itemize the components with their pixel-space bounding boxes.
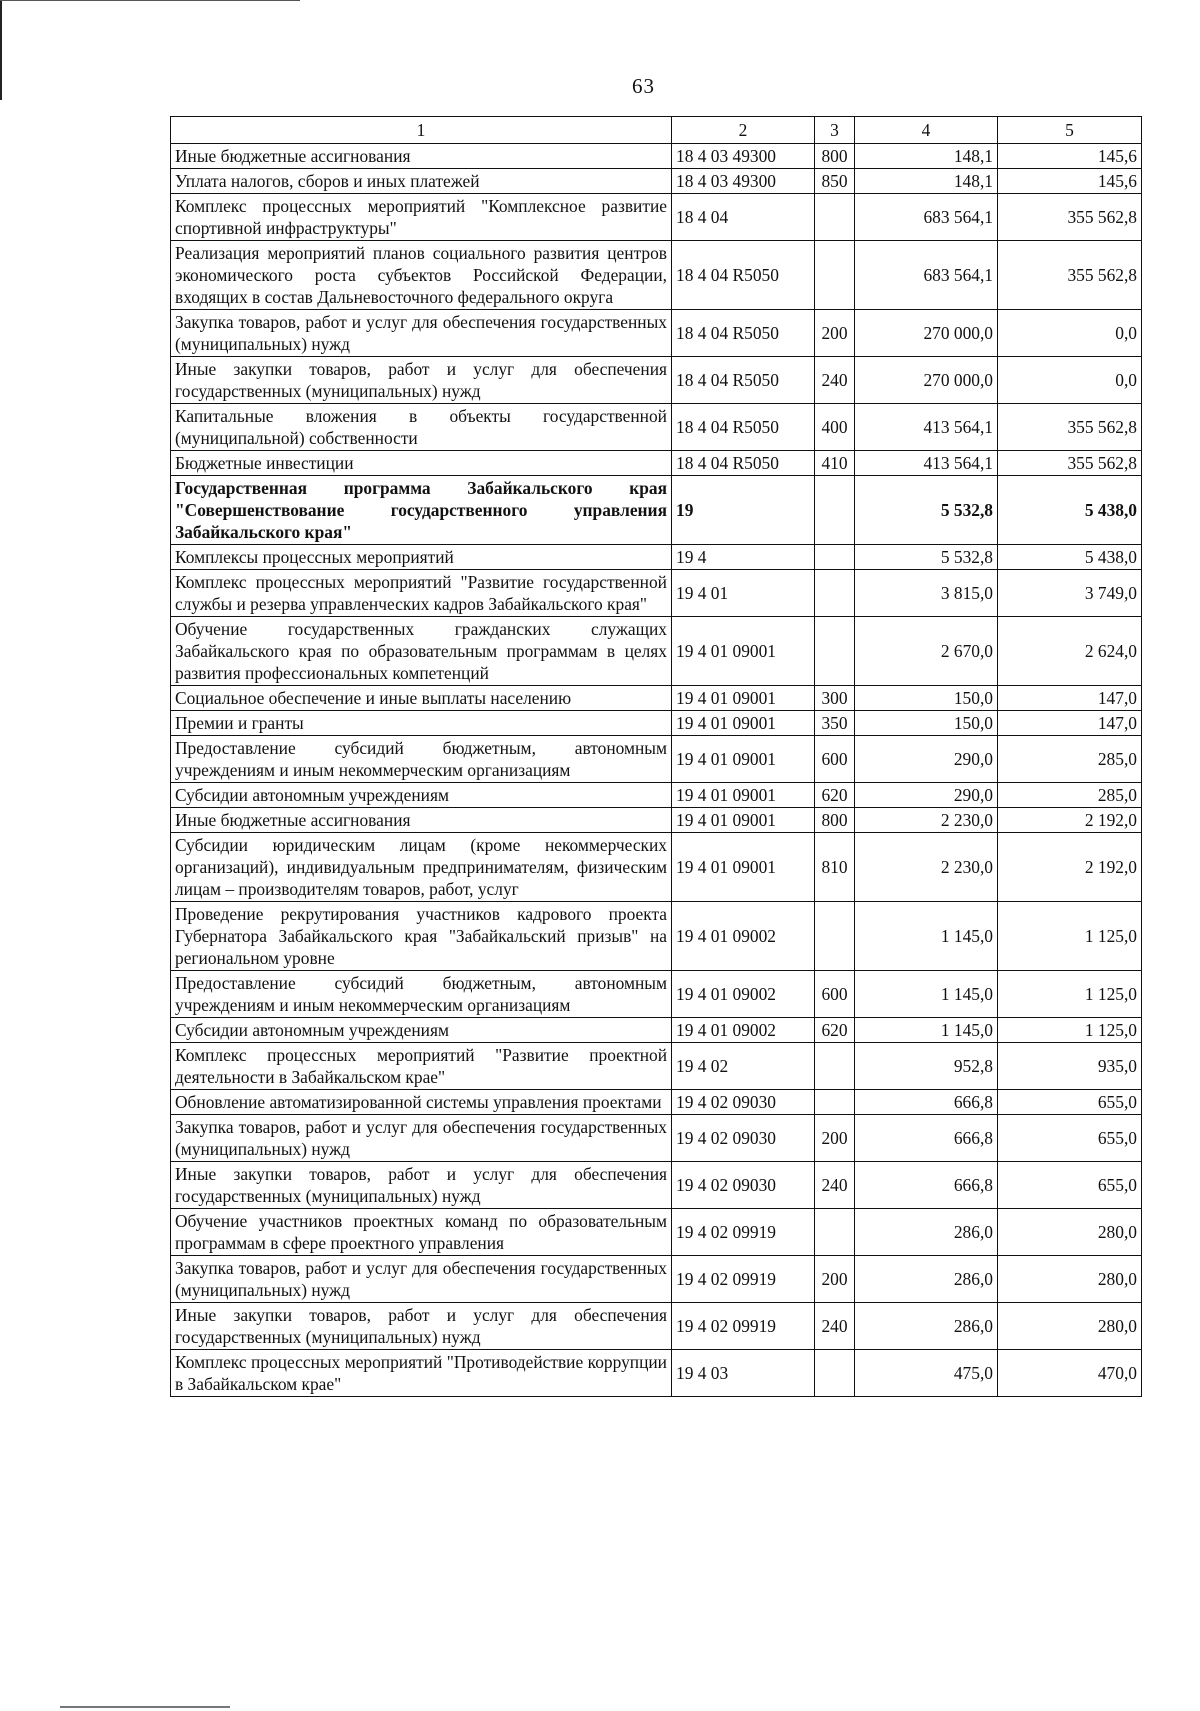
row-value-col5: 1 125,0 [998, 902, 1142, 971]
row-name: Закупка товаров, работ и услуг для обеспечения государственных (муниципальных) нужд [171, 310, 672, 357]
table-row [171, 1090, 1142, 1115]
header-col-5: 5 [998, 117, 1142, 144]
row-value-col5: 470,0 [998, 1350, 1142, 1397]
row-expense-type [815, 1043, 855, 1090]
table-row [171, 971, 1142, 1018]
header-col-3: 3 [815, 117, 855, 144]
row-value-col4: 2 230,0 [855, 833, 998, 902]
row-value-col5: 285,0 [998, 736, 1142, 783]
row-value-col5: 2 192,0 [998, 808, 1142, 833]
header-col-2: 2 [672, 117, 815, 144]
row-name: Иные бюджетные ассигнования [171, 808, 672, 833]
row-expense-type: 600 [815, 736, 855, 783]
row-code: 19 [672, 476, 815, 545]
row-value-col4: 683 564,1 [855, 241, 998, 310]
row-value-col4: 413 564,1 [855, 451, 998, 476]
row-expense-type: 850 [815, 169, 855, 194]
table-row [171, 1162, 1142, 1209]
table-row [171, 1043, 1142, 1090]
row-expense-type [815, 545, 855, 570]
table-row [171, 357, 1142, 404]
row-value-col5: 355 562,8 [998, 451, 1142, 476]
table-row [171, 570, 1142, 617]
row-expense-type: 620 [815, 783, 855, 808]
row-code: 18 4 04 R5050 [672, 310, 815, 357]
row-code: 19 4 03 [672, 1350, 815, 1397]
row-expense-type [815, 476, 855, 545]
row-value-col5: 280,0 [998, 1209, 1142, 1256]
row-code: 18 4 04 [672, 194, 815, 241]
row-name: Закупка товаров, работ и услуг для обеспечения государственных (муниципальных) нужд [171, 1115, 672, 1162]
row-code: 18 4 04 R5050 [672, 241, 815, 310]
row-code: 19 4 01 09001 [672, 686, 815, 711]
row-value-col4: 286,0 [855, 1303, 998, 1350]
row-name: Закупка товаров, работ и услуг для обеспечения государственных (муниципальных) нужд [171, 1256, 672, 1303]
row-name: Комплекс процессных мероприятий "Комплексное развитие спортивной инфраструктуры" [171, 194, 672, 241]
row-code: 18 4 03 49300 [672, 144, 815, 169]
row-value-col4: 270 000,0 [855, 357, 998, 404]
row-value-col4: 666,8 [855, 1115, 998, 1162]
row-expense-type: 300 [815, 686, 855, 711]
row-value-col4: 150,0 [855, 711, 998, 736]
row-code: 19 4 [672, 545, 815, 570]
row-value-col5: 145,6 [998, 169, 1142, 194]
row-code: 19 4 01 09001 [672, 808, 815, 833]
table-row [171, 241, 1142, 310]
table-row [171, 1303, 1142, 1350]
table-row [171, 1209, 1142, 1256]
row-value-col4: 3 815,0 [855, 570, 998, 617]
budget-table [170, 116, 1142, 1397]
row-name: Комплекс процессных мероприятий "Противодействие коррупции в Забайкальском крае" [171, 1350, 672, 1397]
row-code: 19 4 01 09001 [672, 783, 815, 808]
row-expense-type: 200 [815, 1256, 855, 1303]
row-code: 19 4 02 09030 [672, 1162, 815, 1209]
row-value-col5: 0,0 [998, 310, 1142, 357]
row-code: 19 4 01 09001 [672, 711, 815, 736]
row-value-col5: 2 192,0 [998, 833, 1142, 902]
row-name: Уплата налогов, сборов и иных платежей [171, 169, 672, 194]
row-expense-type: 800 [815, 144, 855, 169]
row-value-col4: 475,0 [855, 1350, 998, 1397]
row-code: 19 4 02 09030 [672, 1090, 815, 1115]
row-name: Проведение рекрутирования участников кадрового проекта Губернатора Забайкальского края "Забайкальский призыв" на региональном уровне [171, 902, 672, 971]
row-name: Комплекс процессных мероприятий "Развитие государственной службы и резерва управленческих кадров Забайкальского края" [171, 570, 672, 617]
row-name: Предоставление субсидий бюджетным, автономным учреждениям и иным некоммерческим организациям [171, 736, 672, 783]
row-code: 19 4 02 09919 [672, 1209, 815, 1256]
row-code: 19 4 02 09030 [672, 1115, 815, 1162]
row-expense-type: 240 [815, 357, 855, 404]
table-body [171, 144, 1142, 1397]
row-expense-type: 400 [815, 404, 855, 451]
row-name: Государственная программа Забайкальского края "Совершенствование государственного управления Забайкальского края" [171, 476, 672, 545]
row-expense-type: 200 [815, 1115, 855, 1162]
row-expense-type [815, 902, 855, 971]
row-name: Премии и гранты [171, 711, 672, 736]
row-code: 19 4 01 09001 [672, 617, 815, 686]
row-code: 19 4 02 [672, 1043, 815, 1090]
row-expense-type [815, 617, 855, 686]
row-code: 18 4 04 R5050 [672, 451, 815, 476]
row-value-col4: 1 145,0 [855, 971, 998, 1018]
row-code: 18 4 03 49300 [672, 169, 815, 194]
row-expense-type: 810 [815, 833, 855, 902]
table-row [171, 144, 1142, 169]
row-code: 19 4 02 09919 [672, 1256, 815, 1303]
row-value-col5: 355 562,8 [998, 241, 1142, 310]
row-expense-type: 200 [815, 310, 855, 357]
row-value-col4: 286,0 [855, 1256, 998, 1303]
row-name: Субсидии юридическим лицам (кроме некоммерческих организаций), индивидуальным предпринимателям, физическим лицам – производителям товаров, работ, услуг [171, 833, 672, 902]
table-row [171, 169, 1142, 194]
page-number: 63 [632, 74, 655, 98]
table-row [171, 476, 1142, 545]
row-expense-type: 600 [815, 971, 855, 1018]
row-value-col5: 655,0 [998, 1090, 1142, 1115]
row-value-col5: 935,0 [998, 1043, 1142, 1090]
row-expense-type [815, 1090, 855, 1115]
table-row [171, 833, 1142, 902]
row-name: Иные бюджетные ассигнования [171, 144, 672, 169]
table-row [171, 194, 1142, 241]
row-value-col5: 145,6 [998, 144, 1142, 169]
table-row [171, 451, 1142, 476]
table-row [171, 617, 1142, 686]
table-row [171, 783, 1142, 808]
row-value-col4: 683 564,1 [855, 194, 998, 241]
row-name: Обновление автоматизированной системы управления проектами [171, 1090, 672, 1115]
row-name: Иные закупки товаров, работ и услуг для обеспечения государственных (муниципальных) нужд [171, 1303, 672, 1350]
row-code: 19 4 01 [672, 570, 815, 617]
row-code: 19 4 01 09002 [672, 902, 815, 971]
row-value-col5: 5 438,0 [998, 476, 1142, 545]
row-value-col5: 147,0 [998, 711, 1142, 736]
row-expense-type: 240 [815, 1303, 855, 1350]
row-value-col4: 286,0 [855, 1209, 998, 1256]
row-value-col5: 5 438,0 [998, 545, 1142, 570]
row-name: Обучение государственных гражданских служащих Забайкальского края по образовательным программам в целях развития профессиональных компетенций [171, 617, 672, 686]
row-expense-type: 800 [815, 808, 855, 833]
row-expense-type [815, 1350, 855, 1397]
scan-edge-bottom [60, 1706, 230, 1708]
row-value-col4: 952,8 [855, 1043, 998, 1090]
table-row [171, 736, 1142, 783]
table-row [171, 711, 1142, 736]
row-name: Иные закупки товаров, работ и услуг для обеспечения государственных (муниципальных) нужд [171, 357, 672, 404]
table-row [171, 1115, 1142, 1162]
row-expense-type: 350 [815, 711, 855, 736]
row-expense-type: 410 [815, 451, 855, 476]
row-name: Обучение участников проектных команд по образовательным программам в сфере проектного управления [171, 1209, 672, 1256]
row-value-col4: 413 564,1 [855, 404, 998, 451]
row-name: Реализация мероприятий планов социального развития центров экономического роста субъектов Российской Федерации, входящих в состав Дальневосточного федерального округа [171, 241, 672, 310]
row-value-col5: 3 749,0 [998, 570, 1142, 617]
row-value-col4: 1 145,0 [855, 1018, 998, 1043]
row-code: 18 4 04 R5050 [672, 357, 815, 404]
row-name: Капитальные вложения в объекты государственной (муниципальной) собственности [171, 404, 672, 451]
row-code: 19 4 01 09001 [672, 736, 815, 783]
row-code: 19 4 01 09002 [672, 971, 815, 1018]
row-name: Предоставление субсидий бюджетным, автономным учреждениям и иным некоммерческим организациям [171, 971, 672, 1018]
table-row [171, 902, 1142, 971]
row-value-col5: 285,0 [998, 783, 1142, 808]
row-code: 19 4 01 09002 [672, 1018, 815, 1043]
row-value-col4: 666,8 [855, 1162, 998, 1209]
table-row [171, 1350, 1142, 1397]
row-expense-type [815, 570, 855, 617]
table-row [171, 310, 1142, 357]
row-code: 19 4 01 09001 [672, 833, 815, 902]
row-value-col5: 280,0 [998, 1256, 1142, 1303]
table-row [171, 808, 1142, 833]
row-name: Комплексы процессных мероприятий [171, 545, 672, 570]
row-value-col4: 2 670,0 [855, 617, 998, 686]
row-value-col4: 5 532,8 [855, 476, 998, 545]
row-value-col4: 666,8 [855, 1090, 998, 1115]
row-value-col4: 5 532,8 [855, 545, 998, 570]
row-value-col5: 355 562,8 [998, 194, 1142, 241]
row-name: Субсидии автономным учреждениям [171, 1018, 672, 1043]
scan-edge-top [0, 0, 300, 1]
row-value-col4: 2 230,0 [855, 808, 998, 833]
header-col-4: 4 [855, 117, 998, 144]
row-value-col4: 150,0 [855, 686, 998, 711]
row-expense-type [815, 241, 855, 310]
row-value-col5: 355 562,8 [998, 404, 1142, 451]
row-code: 18 4 04 R5050 [672, 404, 815, 451]
row-value-col5: 655,0 [998, 1115, 1142, 1162]
row-name: Социальное обеспечение и иные выплаты населению [171, 686, 672, 711]
row-value-col5: 1 125,0 [998, 971, 1142, 1018]
row-value-col5: 147,0 [998, 686, 1142, 711]
row-name: Субсидии автономным учреждениям [171, 783, 672, 808]
row-name: Иные закупки товаров, работ и услуг для обеспечения государственных (муниципальных) нужд [171, 1162, 672, 1209]
row-value-col5: 2 624,0 [998, 617, 1142, 686]
row-value-col5: 655,0 [998, 1162, 1142, 1209]
row-value-col4: 270 000,0 [855, 310, 998, 357]
table-row [171, 1256, 1142, 1303]
header-col-1: 1 [171, 117, 672, 144]
row-expense-type: 240 [815, 1162, 855, 1209]
row-value-col4: 148,1 [855, 144, 998, 169]
row-name: Бюджетные инвестиции [171, 451, 672, 476]
row-value-col4: 290,0 [855, 736, 998, 783]
row-name: Комплекс процессных мероприятий "Развитие проектной деятельности в Забайкальском крае" [171, 1043, 672, 1090]
row-expense-type [815, 1209, 855, 1256]
row-value-col4: 1 145,0 [855, 902, 998, 971]
row-value-col4: 290,0 [855, 783, 998, 808]
row-code: 19 4 02 09919 [672, 1303, 815, 1350]
row-expense-type [815, 194, 855, 241]
table-row [171, 686, 1142, 711]
row-value-col5: 0,0 [998, 357, 1142, 404]
row-expense-type: 620 [815, 1018, 855, 1043]
row-value-col5: 1 125,0 [998, 1018, 1142, 1043]
table-row [171, 1018, 1142, 1043]
row-value-col5: 280,0 [998, 1303, 1142, 1350]
header-row [171, 117, 1142, 144]
table-row [171, 404, 1142, 451]
table-row [171, 545, 1142, 570]
row-value-col4: 148,1 [855, 169, 998, 194]
